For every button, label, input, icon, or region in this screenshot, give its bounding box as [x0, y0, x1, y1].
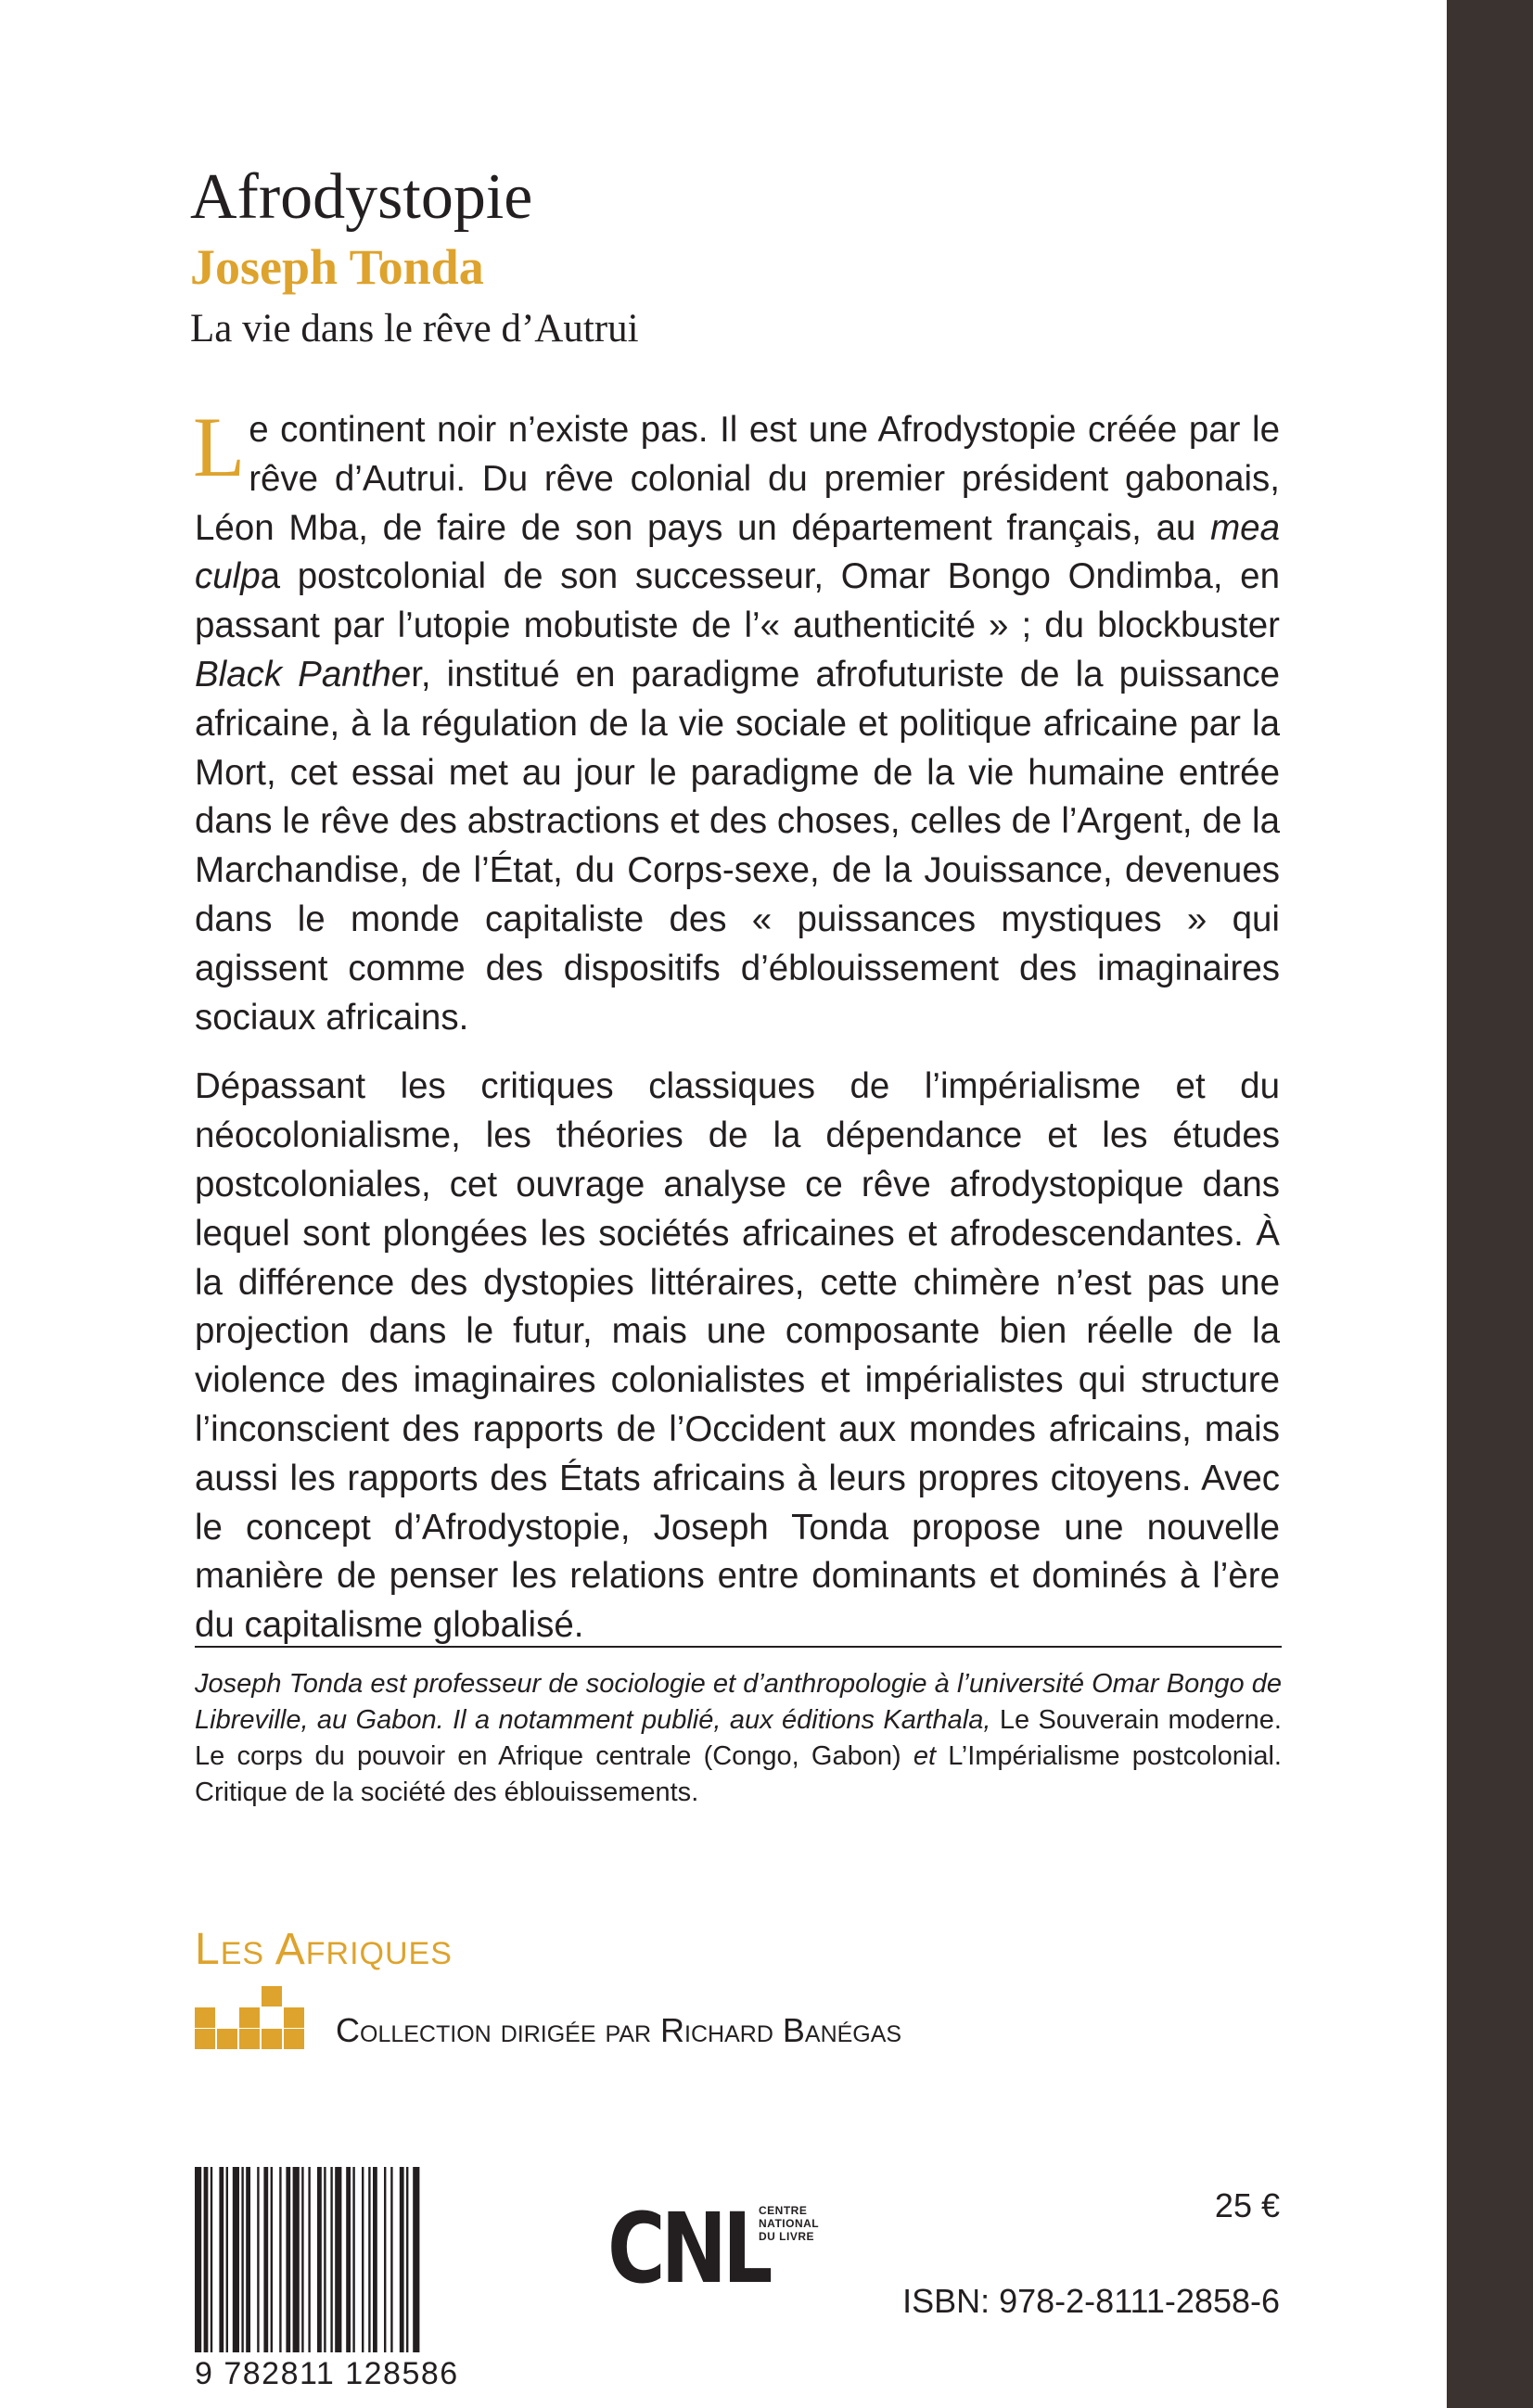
- cnl-caption-line: DU LIVRE: [759, 2230, 815, 2243]
- barcode-bar: [286, 2167, 290, 2352]
- barcode-bar: [219, 2167, 224, 2352]
- cnl-logo: CNL: [607, 2192, 769, 2305]
- barcode-bar: [246, 2167, 250, 2352]
- cnl-caption-line: CENTRE: [759, 2204, 808, 2217]
- barcode-icon: [195, 2167, 477, 2352]
- isbn: ISBN: 978-2-8111-2858-6: [902, 2282, 1280, 2320]
- blurb-italic: Black Panthe: [195, 654, 412, 694]
- barcode-bar: [335, 2167, 341, 2352]
- barcode-bar: [384, 2167, 386, 2352]
- blurb-text: r, institué en paradigme afrofuturiste de la puissance africaine, à la régulation de la vie sociale et politique africaine par la Mort, cet essai met au jour le paradigme de la vie humaine entrée dans le rêve des abstractions et des choses, celles de l’Argent, de la Marchandise, de l’État, du Corps-sexe, de la Jouissance, devenues dans le monde capitaliste des « puissances mystiques » qui agissent comme des dispositifs d’éblouissement des imaginaires sociaux africains.: [195, 654, 1280, 1038]
- barcode-bar: [368, 2167, 370, 2352]
- blurb-text: a postcolonial de son successeur, Omar Bongo Ondimba, en passant par l’utopie mobutiste de l’« authenticité » ; du blockbuster: [195, 556, 1280, 646]
- barcode-bar: [211, 2167, 212, 2352]
- book-header: [190, 158, 1303, 356]
- cnl-logo-caption: [759, 2204, 819, 2243]
- barcode-bar: [413, 2167, 419, 2352]
- blurb-text: e continent noir n’existe pas. Il est une Afrodystopie créée par le rêve d’Autrui. Du rêve colonial du premier président gabonais, Léon Mba, de faire de son pays un département français, au: [195, 410, 1280, 548]
- drop-cap: L: [193, 400, 246, 494]
- barcode-bar: [362, 2167, 364, 2352]
- blurb: [193, 400, 1280, 1650]
- barcode-bar: [390, 2167, 392, 2352]
- collection-logo-icon: [195, 1986, 304, 2049]
- barcode-bar: [271, 2167, 273, 2352]
- collection-director: Collection dirigée par Richard Banégas: [336, 2011, 902, 2049]
- collection-name: Les Afriques: [195, 1925, 453, 1974]
- barcode-bar: [346, 2167, 351, 2352]
- barcode-bar: [400, 2167, 404, 2352]
- barcode-bar: [317, 2167, 322, 2352]
- barcode-bar: [257, 2167, 259, 2352]
- blurb-italic: mea culp: [195, 507, 1280, 597]
- barcode-bar: [233, 2167, 239, 2352]
- divider: [195, 1646, 1282, 1648]
- cnl-caption-line: NATIONAL: [759, 2217, 820, 2230]
- barcode-bar: [241, 2167, 243, 2352]
- bio-italic: Joseph Tonda est professeur de sociologie et d’anthropologie à l’université Omar Bongo de Libreville, au Gabon. Il a notamment publié, aux éditions Karthala,: [195, 1669, 1282, 1735]
- barcode-bar: [308, 2167, 310, 2352]
- barcode-bar: [301, 2167, 303, 2352]
- barcode-bar: [293, 2167, 300, 2352]
- blurb-paragraph-1: [193, 400, 1280, 1042]
- barcode-bar: [226, 2167, 228, 2352]
- barcode-digits: 9 782811 128586: [195, 2356, 459, 2391]
- bio-book-title: Le Souverain moderne. Le corps du pouvoir en Afrique centrale (Congo, Gabon): [195, 1705, 1282, 1771]
- author-bio-text: [195, 1666, 1282, 1811]
- book-title: Afrodystopie: [190, 161, 533, 233]
- barcode-bar: [279, 2167, 281, 2352]
- barcode-bar: [204, 2167, 209, 2352]
- price: 25 €: [1214, 2186, 1280, 2224]
- barcode-bar: [352, 2167, 354, 2352]
- author-bio: [195, 1666, 1282, 1811]
- bio-book-title: L’Impérialisme postcolonial. Critique de la société des éblouissements: [195, 1741, 1282, 1807]
- barcode-bar: [324, 2167, 326, 2352]
- barcode-bar: [330, 2167, 332, 2352]
- blurb-paragraph-2: Dépassant les critiques classiques de l’impérialisme et du néocolonialisme, les théories de la dépendance et les études postcoloniales, cet ouvrage analyse ce rêve afrodystopique dans lequel sont plongées les sociétés africaines et afrodescendantes. À la différence des dystopies littéraires, cette chimère n’est pas une projection dans le futur, mais une composante bien réelle de la violence des imaginaires colonialistes et impérialistes qui structure l’inconscient des rapports de l’Occident aux mondes africains, mais aussi les rapports des États africains à leurs propres citoyens. Avec le concept d’Afrodystopie, Joseph Tonda propose une nouvelle manière de penser les relations entre dominants et dominés à l’ère du capitalisme globalisé.: [195, 1066, 1280, 1646]
- bio-end: .: [691, 1777, 699, 1807]
- barcode-bar: [263, 2167, 268, 2352]
- book-spine: [1447, 0, 1533, 2408]
- barcode-bar: [406, 2167, 408, 2352]
- barcode-bar: [195, 2167, 201, 2352]
- book-subtitle: La vie dans le rêve d’Autrui: [190, 307, 639, 350]
- barcode-bar: [373, 2167, 377, 2352]
- book-author: Joseph Tonda: [190, 239, 484, 295]
- bio-connector: et: [901, 1741, 949, 1771]
